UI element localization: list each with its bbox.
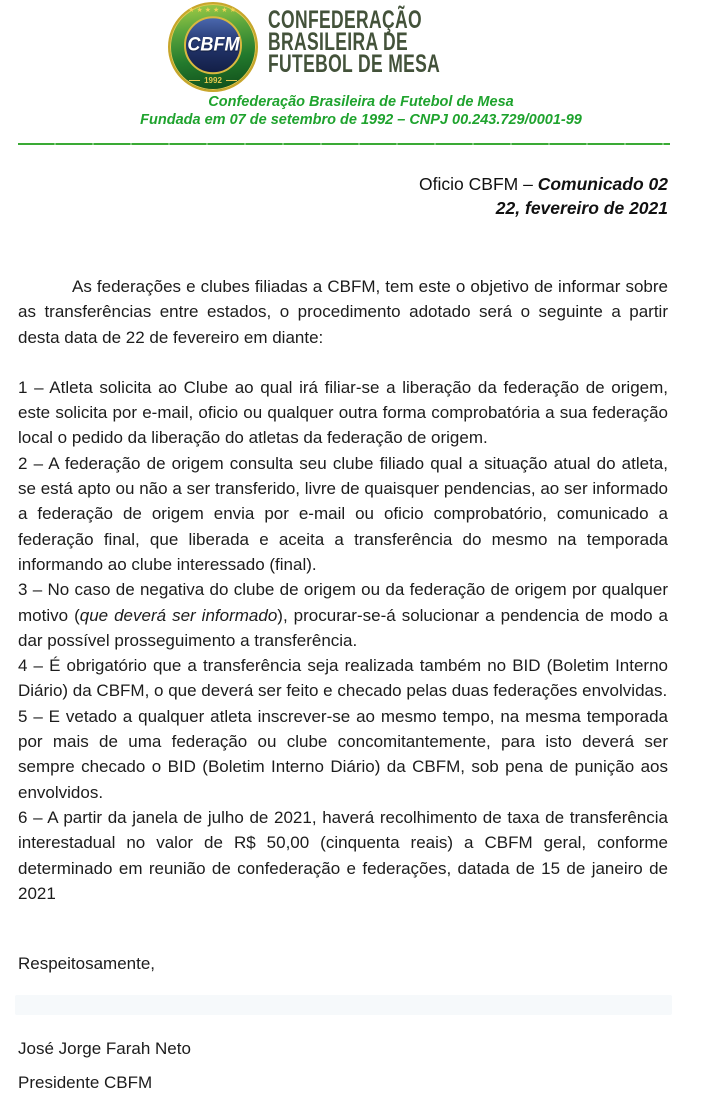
reference-line	[0, 172, 668, 196]
intro-paragraph: As federações e clubes filiadas a CBFM, tem este o objetivo de informar sobre as transferências entre estados, o procedimento adotado será o seguinte a partir desta data de 22 de fevereiro em diante:	[18, 277, 668, 347]
logo-year	[170, 76, 256, 85]
logo-row	[0, 0, 722, 92]
reference-number: Comunicado 02	[537, 174, 668, 194]
org-name-line-3: FUTEBOL DE MESA	[268, 50, 441, 78]
document-date: 22, fevereiro de 2021	[495, 198, 668, 218]
footer-bar	[15, 995, 672, 1015]
year-text: 1992	[204, 76, 222, 85]
cbfm-logo-badge	[168, 2, 258, 92]
signature-name: José Jorge Farah Neto	[18, 1039, 191, 1059]
numbered-item: 2 – A federação de origem consulta seu clube filiado qual a situação atual do atleta, se está apto ou não a ser transferido, livre de quaisquer pendencias, ao ser informado a federação de origem envia por e-mail ou oficio comprobatório, comunicado a federação final, que liberada e aceita a transferência do mesmo na temporada informando ao clube interessado (final).	[18, 453, 668, 574]
letterhead	[0, 0, 722, 145]
numbered-item: 6 – A partir da janela de julho de 2021, haverá recolhimento de taxa de transferência interestadual no valor de R$ 50,00 (cinquenta reais) a CBFM geral, conforme determinado em reunião de confederação e federações, datada de 15 de janeiro de 2021	[18, 807, 668, 903]
subtitle-line-2: Fundada em 07 de setembro de 1992 – CNPJ 00.243.729/0001-99	[140, 112, 582, 128]
org-name-line-1: CONFEDERAÇÃO	[268, 6, 422, 34]
logo-acronym: CBFM	[186, 34, 240, 56]
year-dash-left	[189, 80, 200, 81]
signature-title: Presidente CBFM	[18, 1072, 153, 1092]
numbered-item: 1 – Atleta solicita ao Clube ao qual irá filiar-se a liberação da federação de origem, este solicita por e-mail, oficio ou qualquer outra forma comprobatória a sua federação local o pedido da liberação do atletas da federação de origem.	[18, 377, 668, 448]
numbered-item: 4 – É obrigatório que a transferência seja realizada também no BID (Boletim Interno Diário) da CBFM, o que deverá ser feito e checado pelas duas federações envolvidas.	[18, 656, 668, 701]
year-dash-right	[226, 80, 237, 81]
numbered-item: 5 – E vetado a qualquer atleta inscrever-se ao mesmo tempo, na mesma temporada por mais de uma federação ou clube concomitantemente, para isto deverá ser sempre checado o BID (Boletim Interno Diário) da CBFM, sob pena de punição aos envolvidos.	[18, 706, 668, 802]
reference-label: Oficio CBFM –	[419, 174, 538, 194]
reference-block	[0, 172, 668, 220]
numbered-item: 3 – No caso de negativa do clube de origem ou da federação de origem por qualquer motivo (que deverá ser informado), procurar-se-á solucionar a pendencia de modo a dar possível prosseguimento a transferência.	[18, 580, 668, 650]
closing-salutation: Respeitosamente,	[18, 954, 156, 974]
org-name-line-2: BRASILEIRA DE	[268, 28, 409, 56]
org-name	[268, 2, 514, 78]
header-divider	[18, 143, 670, 145]
letter-body	[18, 274, 668, 1095]
stars-icon: ★★★★★★	[188, 7, 238, 14]
logo-center-circle	[184, 16, 242, 74]
numbered-items	[18, 375, 668, 906]
subtitle-line-1: Confederação Brasileira de Futebol de Mesa	[208, 94, 514, 110]
org-subtitle	[0, 93, 722, 129]
